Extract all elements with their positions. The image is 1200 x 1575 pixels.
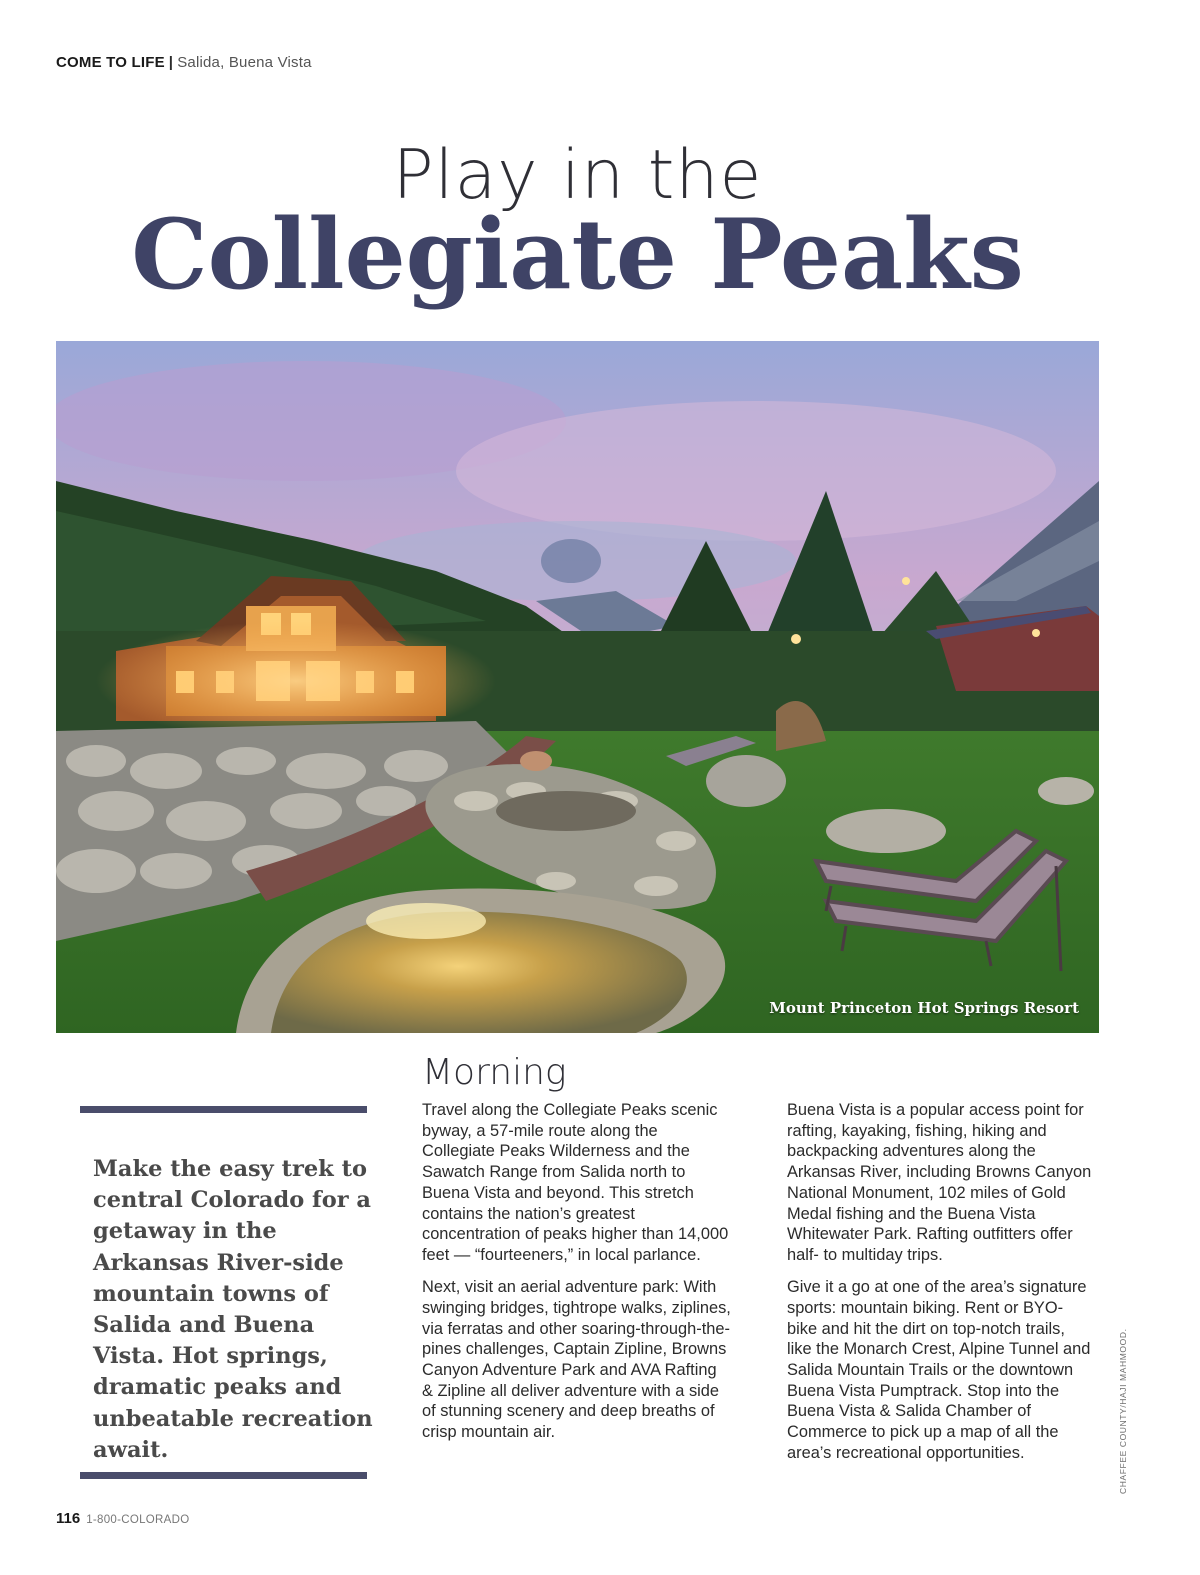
kicker-location: Salida, Buena Vista	[177, 54, 312, 71]
body-column-1	[422, 1100, 732, 1454]
paragraph: Give it a go at one of the area’s signature sports: mountain biking. Rent or BYO-bike and hit the dirt on top-notch trails, like the Monarch Crest, Alpine Tunnel and Salida Mountain Trails or the downtown Buena Vista Pumptrack. Stop into the Buena Vista & Salida Chamber of Commerce to pick up a map of all the area’s recreational opportunities.	[787, 1278, 1091, 1462]
section-kicker	[56, 54, 312, 71]
pullquote: Make the easy trek to central Colorado for a getaway in the Arkansas River-side mountain towns of Salida and Buena Vista. Hot springs, dramatic peaks and unbeatable recreation await.	[93, 1156, 373, 1463]
pullquote-bottom-rule	[80, 1472, 367, 1479]
footer-phone: 1-800-COLORADO	[86, 1514, 190, 1526]
paragraph: Buena Vista is a popular access point for rafting, kayaking, fishing, hiking and backpacking adventures along the Arkansas River, including Browns Canyon National Monument, 102 miles of Gold Medal fishing and the Buena Vista Whitewater Park. Rafting outfitters offer half- to multiday trips.	[787, 1101, 1092, 1264]
photo-credit: CHAFFEE COUNTY/HAJI MAHMOOD.	[1118, 1328, 1128, 1494]
headline-line-1: Play in the	[392, 136, 763, 215]
kicker-separator: |	[168, 54, 174, 71]
paragraph: Travel along the Collegiate Peaks scenic byway, a 57-mile route along the Collegiate Peaks Wilderness and the Sawatch Range from Salida north to Buena Vista and beyond. This stretch contains the nation’s greatest concentration of peaks higher than 14,000 feet — “fourteeners,” in local parlance.	[422, 1101, 729, 1264]
page-number: 116	[56, 1510, 81, 1527]
paragraph: Next, visit an aerial adventure park: With swinging bridges, tightrope walks, ziplines, via ferratas and other soaring-through-the-pines challenges, Captain Zipline, Browns Canyon Adventure Park and AVA Rafting & Zipline all deliver adventure with a side of stunning scenery and deep breaths of crisp mountain air.	[422, 1278, 731, 1442]
kicker-label: COME TO LIFE	[56, 54, 165, 71]
hot-springs-scene-illustration	[56, 341, 1099, 1033]
photo-caption: Mount Princeton Hot Springs Resort	[769, 999, 1079, 1017]
body-column-2	[787, 1100, 1092, 1475]
pullquote-top-rule	[80, 1106, 367, 1113]
page-footer	[56, 1510, 189, 1527]
hero-photo	[56, 341, 1099, 1033]
headline-title: Collegiate Peaks	[131, 198, 1024, 311]
section-heading: Morning	[422, 1052, 567, 1093]
